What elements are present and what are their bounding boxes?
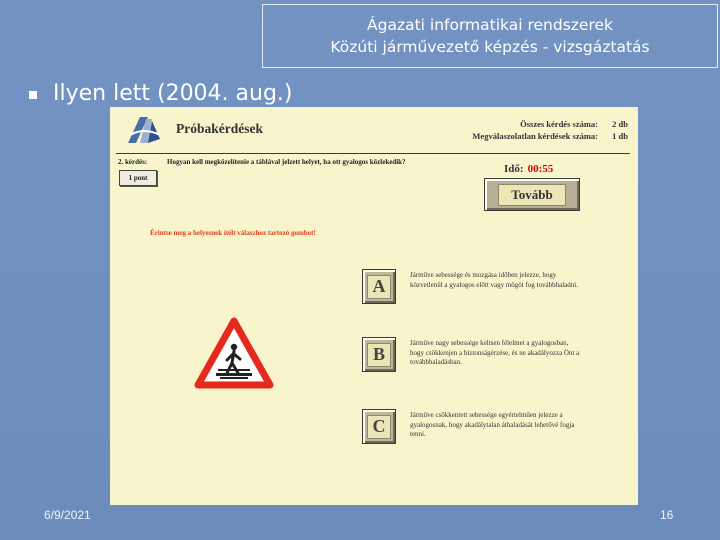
- question-stats: [472, 118, 628, 142]
- answer-c-button[interactable]: [362, 409, 396, 444]
- app-screenshot: [110, 107, 638, 505]
- question-text: Hogyan kell megközelítenie a táblával jelzett helyet, ha ott gyalogos közlekedik?: [167, 158, 406, 166]
- total-questions-value: 2 db: [612, 119, 628, 129]
- question-number: 2. kérdés:: [118, 158, 148, 166]
- instruction-text: Érintse meg a helyesnek ítélt válaszhoz tartozó gombot!: [150, 229, 316, 237]
- timer-label: Idő:: [504, 163, 524, 175]
- app-logo-icon: [126, 113, 162, 147]
- timer: [504, 163, 553, 175]
- points-badge: 1 pont: [119, 170, 157, 186]
- slide-heading: Ilyen lett (2004. aug.): [53, 81, 293, 106]
- slide-title-box: [262, 4, 718, 68]
- pedestrian-crossing-sign-icon: [194, 317, 274, 389]
- answer-c-letter: C: [367, 415, 391, 439]
- answer-b-letter: B: [367, 343, 391, 367]
- bullet-icon: [29, 91, 37, 99]
- slide-date: 6/9/2021: [44, 508, 91, 522]
- answer-a-letter: A: [367, 275, 391, 299]
- app-title: Próbakérdések: [176, 121, 263, 136]
- answer-b-text: Járműve nagy sebessége keltsen félelmet a gyalogosban, hogy csökkenjen a biztonságérzése, és ne akadályozza Önt a továbbhaladásban.: [410, 339, 580, 366]
- next-button[interactable]: [484, 178, 580, 211]
- timer-value: 00:55: [527, 163, 554, 175]
- unanswered-questions-label: Megválaszolatlan kérdések száma:: [472, 131, 598, 141]
- slide-page-number: 16: [660, 508, 674, 522]
- header-divider: [116, 153, 630, 154]
- answer-a-text: Járműve sebessége és mozgása időben jelezze, hogy közvetlenül a gyalogos előtt vagy mögöt fog továbbhaladni.: [410, 271, 578, 289]
- slide-title-line1: Ágazati informatikai rendszerek: [367, 16, 613, 34]
- answer-b-button[interactable]: [362, 337, 396, 372]
- answer-a-button[interactable]: [362, 269, 396, 304]
- next-button-label: Tovább: [498, 184, 565, 206]
- answer-c-text: Járműve csökkentett sebessége egyértelműen jelezze a gyalogosnak, hogy akadálytalan áthaladását lehetővé fogja tenni.: [410, 411, 575, 438]
- unanswered-questions-value: 1 db: [612, 131, 628, 141]
- total-questions-label: Összes kérdés száma:: [520, 119, 598, 129]
- slide-title-line2: Közúti járművezető képzés - vizsgáztatás: [330, 38, 650, 56]
